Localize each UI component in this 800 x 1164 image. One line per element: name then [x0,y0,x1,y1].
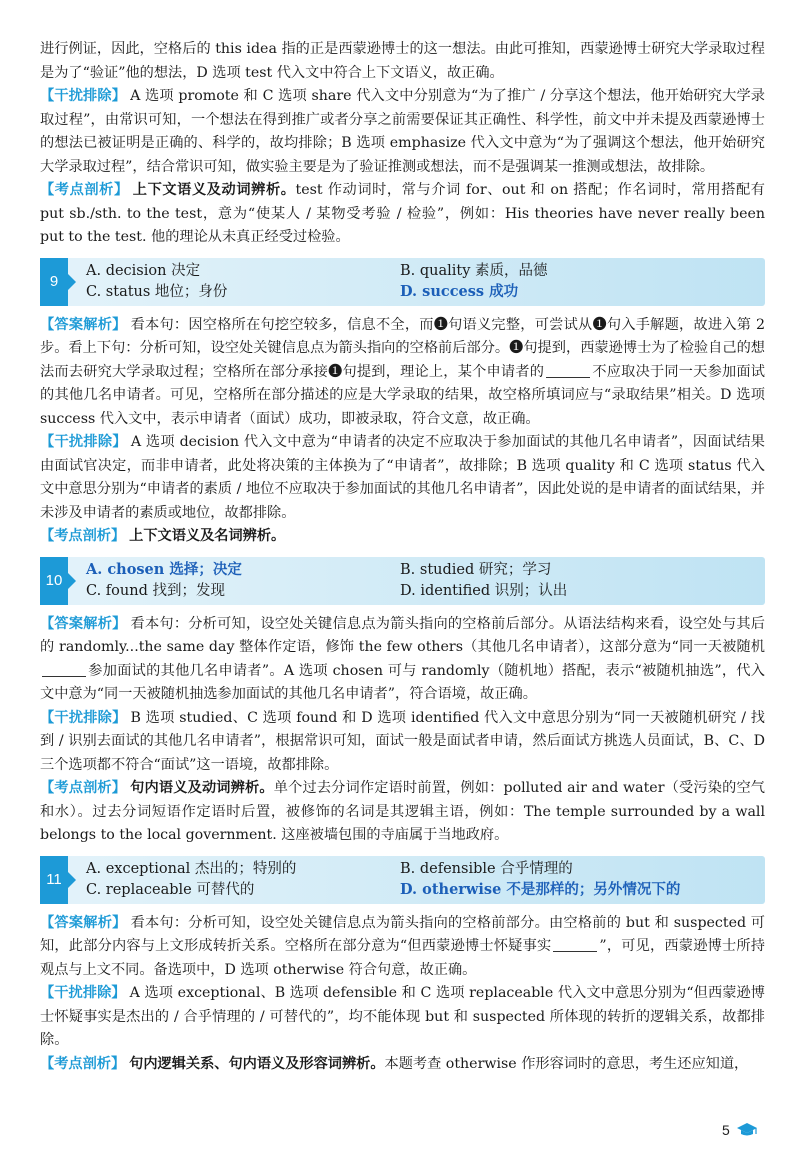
q11-point-paragraph [40,1053,765,1077]
q9-answer-text-2: 不应取决于同一天参加面试的其他几名申请者。可见，空格所在部分描述的应是大学录取的结果，故空格所填词应与“录取结果”相关。D 选项 success 代入文中，表示申请者（面试）成功，即被录取，符合文意，故正确。 [40,363,765,427]
blank-line [546,363,590,378]
option-a: A. exceptional 杰出的；特别的 [86,860,297,877]
question-10-box [40,557,765,605]
q10-point-text: 单个过去分词作定语时前置，例如：polluted air and water（受污染的空气和水）。过去分词短语作定语时后置，被修饰的名词是其逻辑主语，例如：The temple surrounded by a wall belongs to the local government. 这座被墙包围的寺庙属于当地政府。 [40,780,765,843]
q8-distract-paragraph [40,85,765,179]
distract-tag: 【干扰排除】 [40,88,127,104]
blank-line [553,937,597,952]
q10-point-paragraph [40,777,765,848]
answer-tag: 【答案解析】 [40,316,127,333]
question-number: 9 [40,258,68,306]
q8-point-paragraph [40,179,765,250]
q11-answer-paragraph [40,912,765,983]
point-tag: 【考点剖析】 [40,528,126,544]
q9-answer-text-1: 看本句：因空格所在句挖空较多，信息不全，而❶句语义完整，可尝试从❶句入手解题，故进入第 2 步。看上下句：分析可知，设空处关键信息点为箭头指向的空格前后部分。❶句提到，西蒙逊博士为了检验自己的想法而去研究大学录取过程；空格所在部分承接❶句提到，理论上，某个申请者的 [40,316,765,380]
q10-distract-text: B 选项 studied、C 选项 found 和 D 选项 identified 代入文中意思分别为“同一天被随机研究 / 找到 / 识别去面试的其他几名申请者”，根据常识可知，面试一般是面试者申请，然后面试方挑选人员面试，B、C、D 三个选项都不符合“面试”这一语境，故都排除。 [40,709,765,773]
q8-point-bold: 上下文语义及动词辨析。 [132,182,296,198]
q9-distract-paragraph [40,431,765,525]
option-c: C. status 地位；身份 [86,283,228,300]
intro-paragraph [40,38,765,85]
q11-distract-text: A 选项 exceptional、B 选项 defensible 和 C 选项 replaceable 代入文中意思分别为“但西蒙逊博士怀疑事实是杰出的 / 合乎情理的 / 可替代的”，均不能体现 but 和 suspected 所体现的转折的逻辑关系，故都排除。 [40,985,765,1048]
q9-point-bold: 上下文语义及名词辨析。 [129,528,286,544]
q8-point-text: test 作动词时，常与介词 for、out 和 on 搭配；作名词时，常用搭配有 put sb./sth. to the test，意为“使某人 / 某物受考验 / 检验”，例如：His theories have never really been put to the test. 他的理论从未真正经受过检验。 [40,182,765,245]
distract-tag: 【干扰排除】 [40,985,126,1001]
option-c: C. found 找到；发现 [86,582,225,599]
point-tag: 【考点剖析】 [40,182,129,198]
question-11-box [40,856,765,904]
point-tag: 【考点剖析】 [40,780,127,796]
option-b: B. defensible 合乎情理的 [400,860,573,877]
blank-line [42,662,86,677]
page-content [40,38,765,1076]
answer-tag: 【答案解析】 [40,914,127,931]
distract-tag: 【干扰排除】 [40,709,127,726]
option-a: A. decision 决定 [86,262,201,279]
question-9-box [40,258,765,306]
q11-answer-text-1: 看本句：分析可知，设空处关键信息点为箭头指向的空格前部分。由空格前的 but 和 suspected 可知，此部分内容与上文形成转折关系。空格所在部分意为“但西蒙逊博士怀疑事实 [40,914,765,954]
q11-point-bold: 句内逻辑关系、句内语义及形容词辨析。 [129,1055,385,1072]
page-number: 5 [722,1122,730,1138]
q11-point-text: 本题考查 otherwise 作形容词时的意思，考生还应知道， [384,1055,749,1072]
question-number: 10 [40,557,68,605]
point-tag: 【考点剖析】 [40,1055,126,1072]
q9-distract-text: A 选项 decision 代入文中意为“申请者的决定不应取决于参加面试的其他几名申请者”，因面试结果由面试官决定，而非申请者，此处将决策的主体换为了“申请者”，故排除；B 选项 quality 和 C 选项 status 代入文中意思分别为“申请者的素质 / 地位不应取决于参加面试的其他几名申请者”，因此处说的是申请者的面试结果，并未涉及申请者的素质或地位，故都排除。 [40,434,765,521]
option-d: D. identified 识别；认出 [400,582,568,599]
question-number: 11 [40,856,68,904]
q10-point-bold: 句内语义及动词辨析。 [130,780,274,796]
option-b: B. studied 研究；学习 [400,561,552,578]
option-c: C. replaceable 可替代的 [86,881,255,898]
option-d-correct: D. success 成功 [400,282,519,300]
q11-answer-text-2: ”，可见，西蒙逊博士所持观点与上文不同。备选项中，D 选项 otherwise 符合句意，故正确。 [40,938,765,978]
q9-point-paragraph [40,525,765,549]
intro-text: 进行例证，因此，空格后的 this idea 指的正是西蒙逊博士的这一想法。由此可推知，西蒙逊博士研究大学录取过程是为了“验证”他的想法，D 选项 test 代入文中符合上下文语义，故正确。 [40,41,765,81]
q11-distract-paragraph [40,982,765,1053]
option-b: B. quality 素质，品德 [400,262,548,279]
q10-answer-paragraph [40,613,765,707]
option-d-correct: D. otherwise 不是那样的；另外情况下的 [400,880,681,898]
answer-tag: 【答案解析】 [40,615,127,632]
option-a-correct: A. chosen 选择；决定 [86,560,242,578]
q9-answer-paragraph [40,314,765,432]
q8-distract-text: A 选项 promote 和 C 选项 share 代入文中分别意为“为了推广 / 分享这个想法，他开始研究大学录取过程”，由常识可知，一个想法在得到推广或者分享之前需要保证其正确性、科学性，前文中并未提及西蒙逊博士的想法已被证明是正确的、科学的，故均排除；B 选项 emphasize 代入文中意为“为了强调这个想法，他开始研究大学录取过程”，结合常识可知，做实验主要是为了验证推测或想法，而不是强调某一推测或想法，故排除。 [40,88,765,175]
q10-answer-text-2: 参加面试的其他几名申请者”。A 选项 chosen 可与 randomly（随机地）搭配，表示“被随机抽选”，代入文中意为“同一天被随机抽选参加面试的其他几名申请者”，符合语境，故正确。 [40,662,765,702]
q10-distract-paragraph [40,707,765,778]
graduation-cap-icon [736,1121,758,1137]
q10-answer-text-1: 看本句：分析可知，设空处关键信息点为箭头指向的空格前后部分。从语法结构来看，设空处与其后的 randomly...the same day 整体作定语，修饰 the few others（其他几名申请者），这部分意为“同一天被随机 [40,615,765,655]
distract-tag: 【干扰排除】 [40,434,127,450]
